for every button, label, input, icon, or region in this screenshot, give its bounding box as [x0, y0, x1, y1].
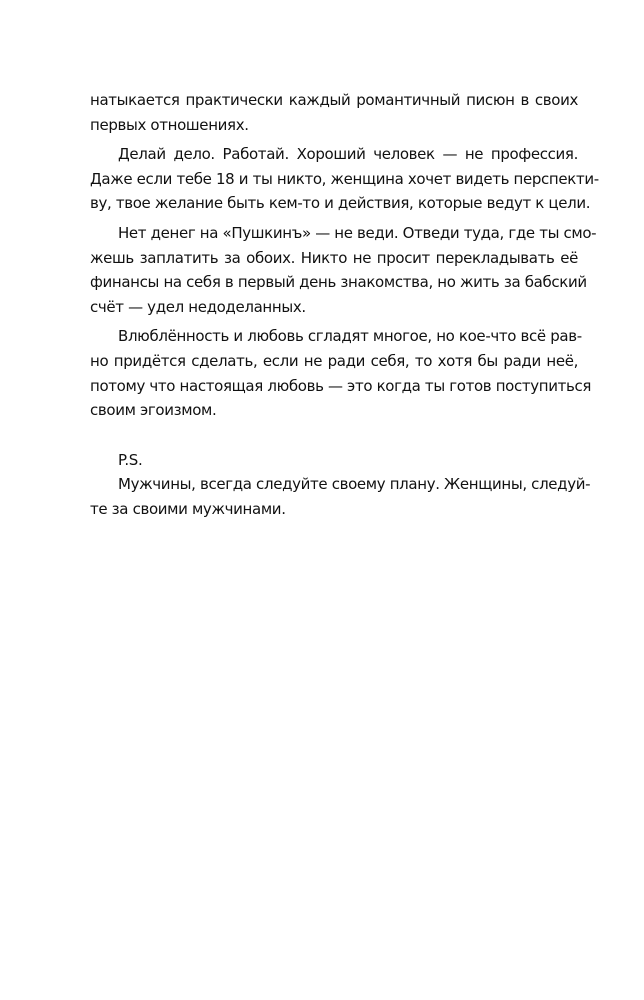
section-gap: [90, 428, 578, 448]
text-line: Даже если тебе 18 и ты никто, женщина хочет видеть перспекти-: [90, 169, 599, 188]
text-line: Влюблённость и любовь сгладят многое, но кое-что всё рав-: [118, 327, 582, 346]
text-line: потому что настоящая любовь — это когда ты готов поступиться: [90, 376, 592, 395]
paragraph-1: [90, 88, 578, 137]
text-line: своим эгоизмом.: [90, 401, 217, 420]
postscript-label: P.S.: [118, 450, 143, 469]
text-line: Нет денег на «Пушкинъ» — не веди. Отведи туда, где ты смо-: [118, 223, 597, 242]
text-line: ву, твое желание быть кем-то и действия, которые ведут к цели.: [90, 194, 591, 213]
page-body: [90, 88, 599, 527]
text-line: первых отношениях.: [90, 115, 249, 134]
text-line: те за своими мужчинами.: [90, 499, 286, 518]
paragraph-3: [90, 221, 597, 319]
text-line: жешь заплатить за обоих. Никто не просит перекладывать её: [90, 248, 578, 267]
text-line: Мужчины, всегда следуйте своему плану. Женщины, следуй-: [118, 475, 591, 494]
text-line: финансы на себя в первый день знакомства, но жить за бабский: [90, 273, 587, 292]
paragraph-2: [90, 142, 599, 216]
text-line: Делай дело. Работай. Хороший человек — не профессия.: [118, 145, 578, 164]
postscript: [90, 448, 591, 522]
paragraph-4: [90, 324, 592, 422]
text-line: натыкается практически каждый романтичный писюн в своих: [90, 91, 578, 109]
text-line: но придётся сделать, если не ради себя, то хотя бы ради неё,: [90, 351, 578, 370]
text-line: счёт — удел недоделанных.: [90, 297, 306, 316]
